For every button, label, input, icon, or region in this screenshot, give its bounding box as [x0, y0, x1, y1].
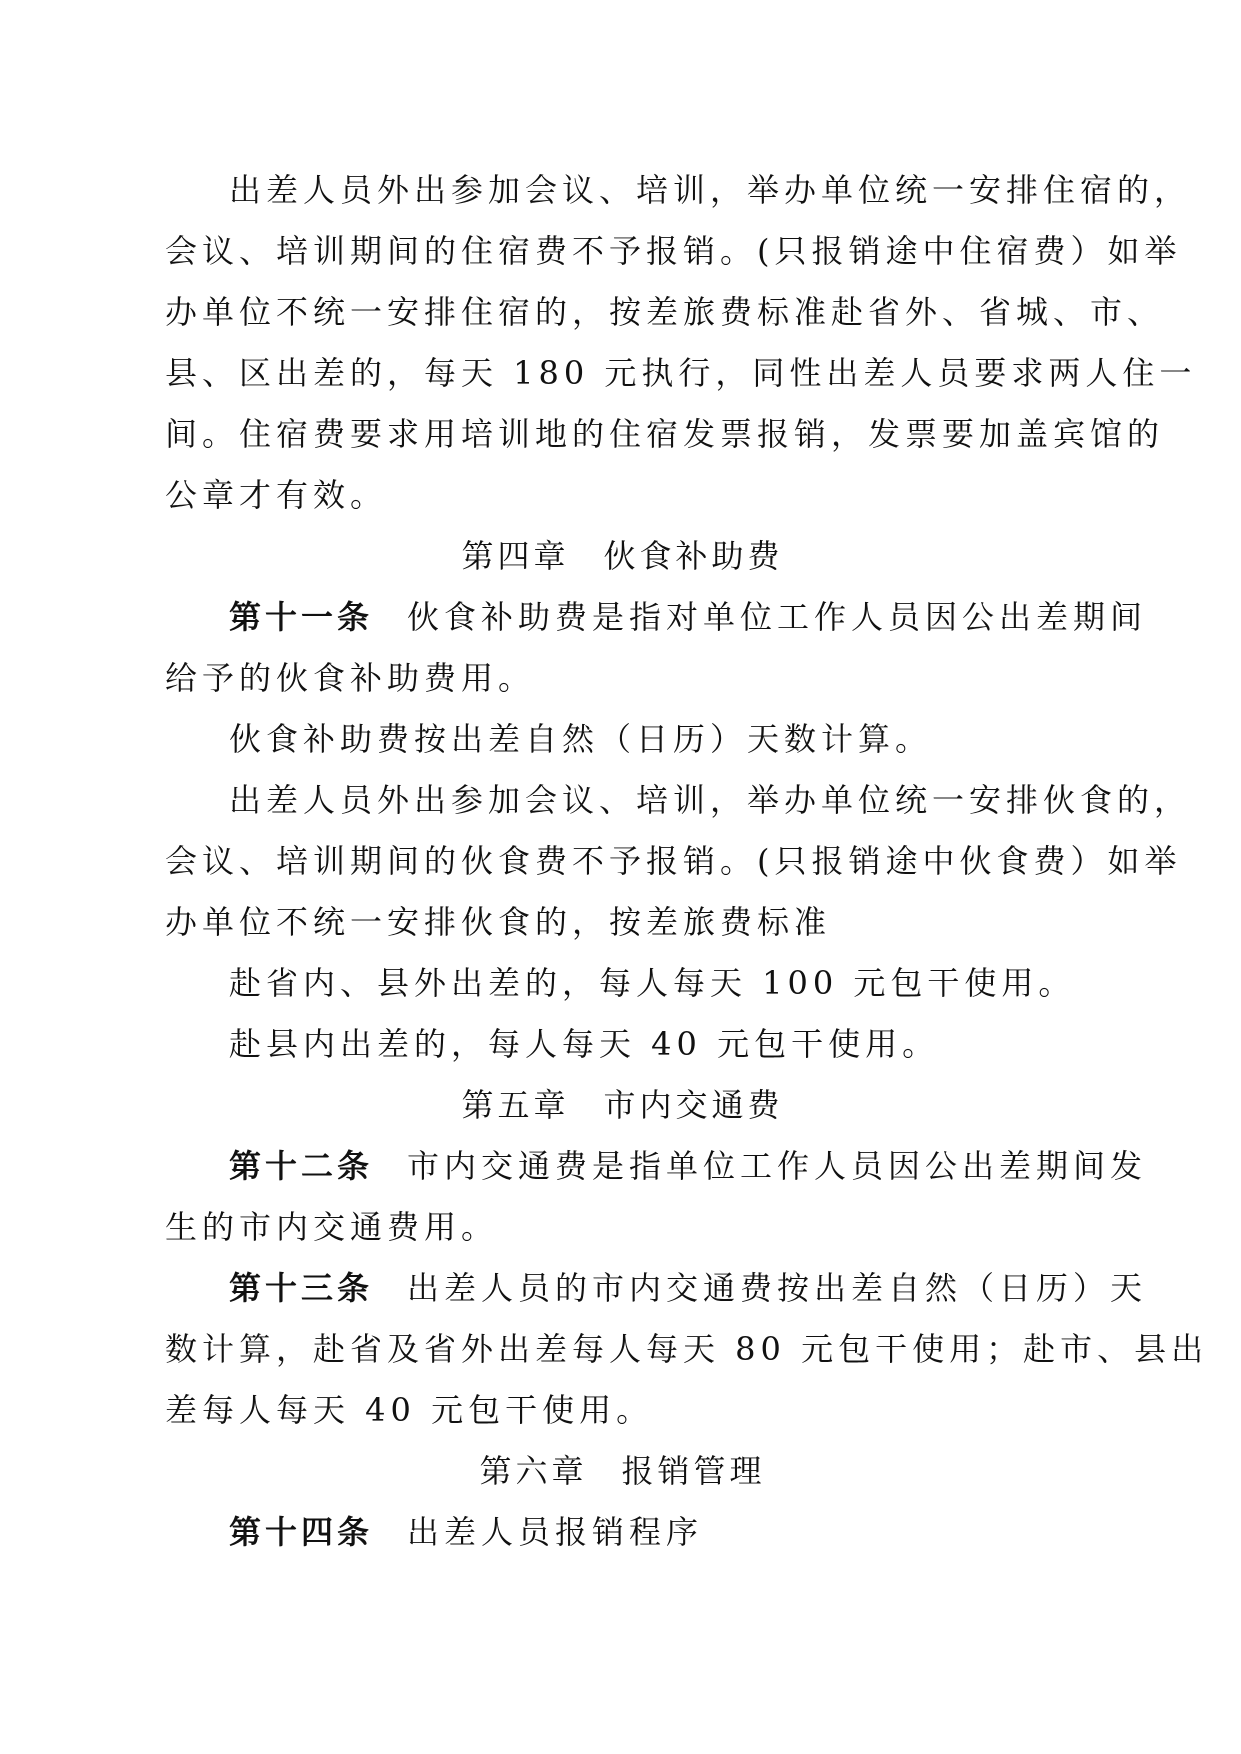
document-page: [165, 160, 1209, 1563]
text-line: 出差人员外出参加会议、培训，举办单位统一安排伙食的，: [229, 781, 1192, 819]
paragraph-meal-days: [165, 709, 1080, 770]
text-line: 县、区出差的，每天 180 元执行，同性出差人员要求两人住一: [165, 354, 1197, 392]
text-line: 会议、培训期间的伙食费不予报销。(只报销途中伙食费）如举: [165, 842, 1182, 880]
text-line: 第十四条 出差人员报销程序: [229, 1513, 704, 1551]
article-label: 第十二条: [229, 1147, 374, 1185]
text-line: 出差人员外出参加会议、培训，举办单位统一安排住宿的，: [229, 171, 1192, 209]
text-line: 赴省内、县外出差的，每人每天 100 元包干使用。: [229, 964, 1076, 1002]
text-line: 第十三条 出差人员的市内交通费按出差自然（日历）天: [229, 1269, 1148, 1307]
article-label: 第十三条: [229, 1269, 374, 1307]
chapter-title: 伙食补助费: [603, 537, 784, 575]
text-line: 第十一条 伙食补助费是指对单位工作人员因公出差期间: [229, 598, 1148, 636]
article-14: [165, 1502, 1080, 1563]
article-12: [165, 1136, 1148, 1258]
text-line: 赴县内出差的，每人每天 40 元包干使用。: [229, 1025, 940, 1063]
paragraph-accommodation: [165, 160, 1197, 526]
paragraph-meals: [165, 770, 1192, 953]
text-line: 会议、培训期间的住宿费不予报销。(只报销途中住宿费）如举: [165, 232, 1182, 270]
text-line: 间。住宿费要求用培训地的住宿发票报销，发票要加盖宾馆的: [165, 415, 1165, 453]
chapter-number: 第六章: [479, 1452, 588, 1490]
paragraph-in-county: [165, 1014, 1080, 1075]
text-line: 差每人每天 40 元包干使用。: [165, 1391, 654, 1429]
text-line: 办单位不统一安排伙食的，按差旅费标准: [165, 903, 832, 941]
text-line: 数计算，赴省及省外出差每人每天 80 元包干使用；赴市、县出: [165, 1330, 1209, 1368]
chapter-heading-6: [165, 1441, 1080, 1502]
text-line: 第十二条 市内交通费是指单位工作人员因公出差期间发: [229, 1147, 1148, 1185]
chapter-title: 报销管理: [621, 1452, 766, 1490]
article-13: [165, 1258, 1209, 1441]
paragraph-in-province: [165, 953, 1080, 1014]
article-label: 第十一条: [229, 598, 374, 636]
text-line: 伙食补助费按出差自然（日历）天数计算。: [229, 720, 933, 758]
article-11: [165, 587, 1148, 709]
article-label: 第十四条: [229, 1513, 374, 1551]
text-line: 给予的伙食补助费用。: [165, 659, 536, 697]
chapter-number: 第五章: [461, 1086, 570, 1124]
text-line: 办单位不统一安排住宿的，按差旅费标准赴省外、省城、市、: [165, 293, 1165, 331]
text-line: 公章才有效。: [165, 476, 388, 514]
text-line: 生的市内交通费用。: [165, 1208, 499, 1246]
chapter-heading-5: [165, 1075, 1080, 1136]
chapter-number: 第四章: [461, 537, 570, 575]
chapter-heading-4: [165, 526, 1080, 587]
chapter-title: 市内交通费: [603, 1086, 784, 1124]
